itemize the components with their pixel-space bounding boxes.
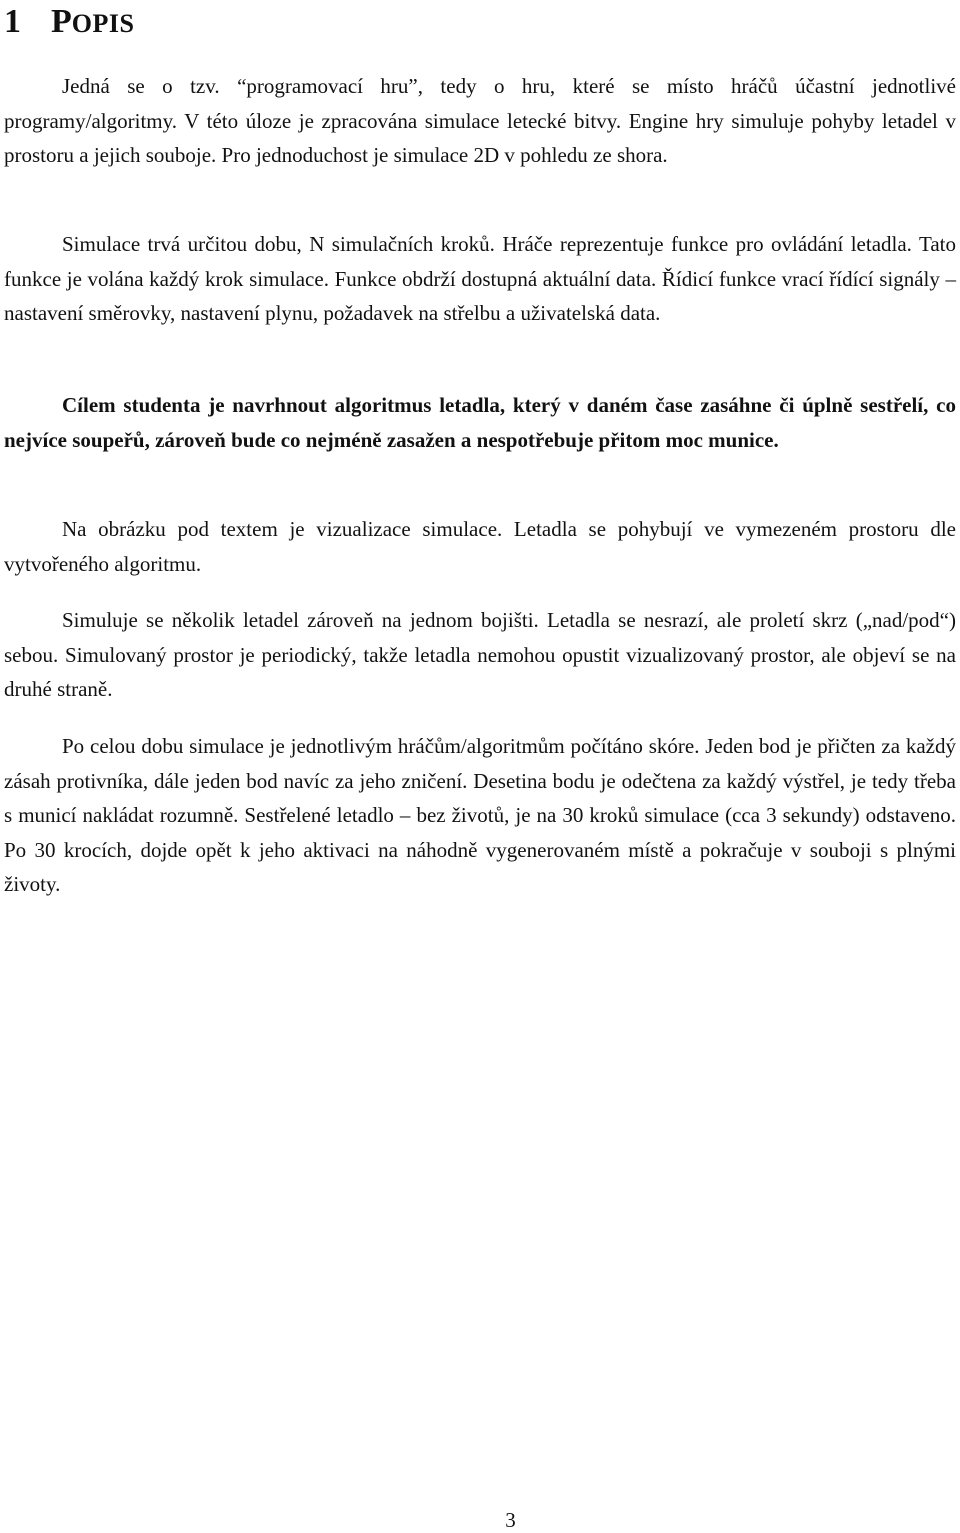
section-title-initial: P [51,3,72,40]
section-title-rest: OPIS [71,9,135,38]
paragraph-visualization: Na obrázku pod textem je vizualizace simulace. Letadla se pohybují ve vymezeném prostoru dle vytvořeného algoritmu. [4,517,956,576]
paragraph-scoring: Po celou dobu simulace je jednotlivým hráčům/algoritmům počítáno skóre. Jeden bod je přičten za každý zásah protivníka, dále jeden bod navíc za jeho zničení. Desetina bodu je odečtena za každý výstřel, je tedy třeba s municí nakládat rozumně. Sestřelené letadlo – bez životů, je na 30 kroků simulace (cca 3 sekundy) odstaveno. Po 30 krocích, dojde opět k jeho aktivaci na náhodně vygenerovaném místě a pokračuje v souboji s plnými životy. [4,734,956,896]
section-number: 1 [4,3,21,40]
paragraph-simulation: Simulace trvá určitou dobu, N simulačních kroků. Hráče reprezentuje funkce pro ovládání letadla. Tato funkce je volána každý krok simulace. Funkce obdrží dostupná aktuální data. Řídicí funkce vrací řídící signály – nastavení směrovky, nastavení plynu, požadavek na střelbu a uživatelská data. [4,232,956,325]
page-number: 3 [505,1508,516,1532]
paragraph-battlefield: Simuluje se několik letadel zároveň na jednom bojišti. Letadla se nesrazí, ale proletí skrz („nad/pod“) sebou. Simulovaný prostor je periodický, takže letadla nemohou opustit vizualizovaný prostor, ale objeví se na druhé straně. [4,608,956,701]
section-heading [4,2,134,44]
paragraph-intro: Jedná se o tzv. “programovací hru”, tedy o hru, které se místo hráčů účastní jednotlivé programy/algoritmy. V této úloze je zpracována simulace letecké bitvy. Engine hry simuluje pohyby letadel v prostoru a jejich souboje. Pro jednoduchost je simulace 2D v pohledu ze shora. [4,74,956,167]
paragraph-goal: Cílem studenta je navrhnout algoritmus letadla, který v daném čase zasáhne či úplně sestřelí, co nejvíce soupeřů, zároveň bude co nejméně zasažen a nespotřebuje přitom moc munice. [4,393,956,452]
